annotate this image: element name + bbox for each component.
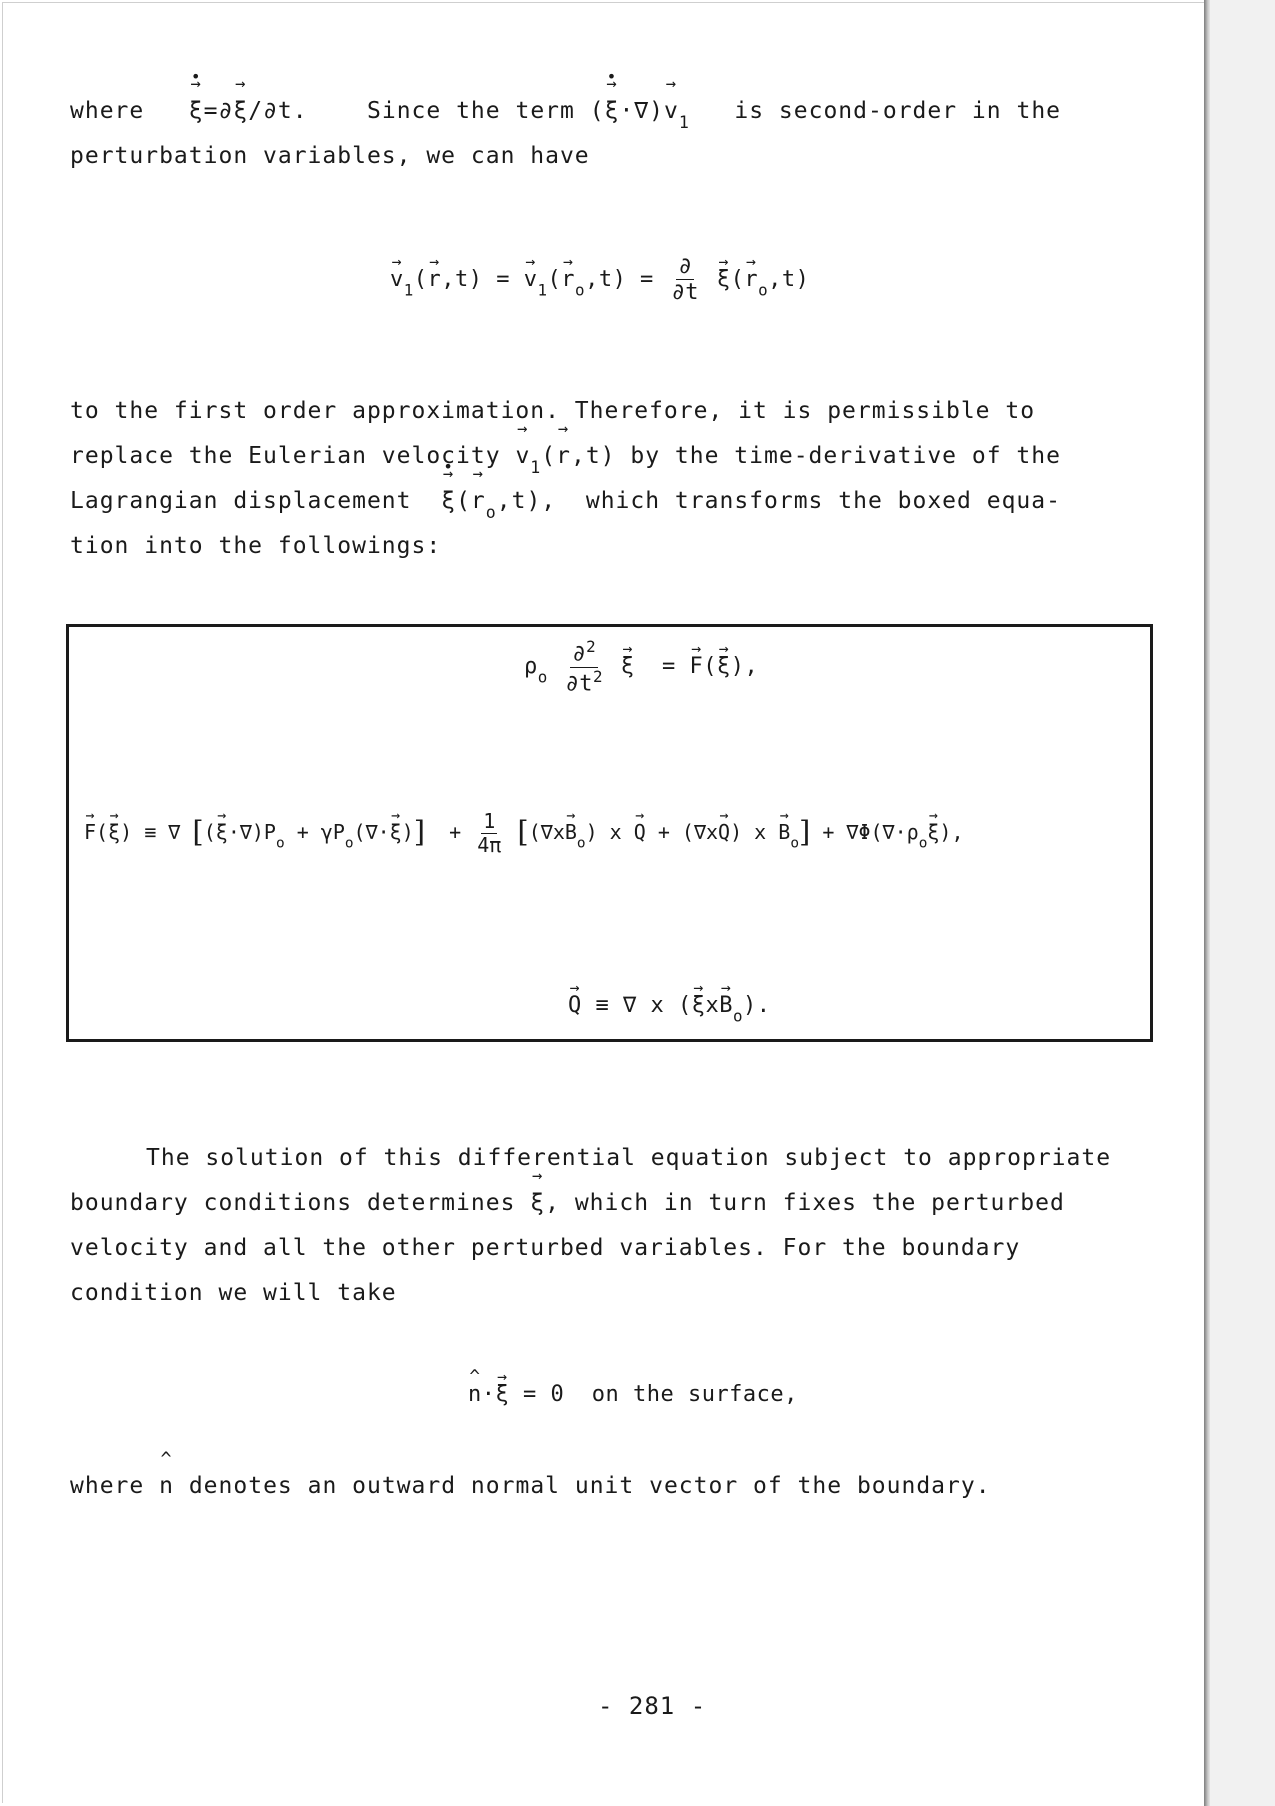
equation-of-motion: $\rho_o$ $\frac{\partial^2}{\partial t^2}$ → ξ = → F(→ ξ),: [524, 638, 758, 696]
boundary-condition: ^ n·→ ξ = 0 on the surface,: [468, 1382, 798, 1407]
text-line-1: where → ξ •=∂→ ξ/∂t. Since the term (→ ξ •·∇)→ $v_1$ is second-order in the: [70, 89, 1061, 145]
text-line-11: where ^ n denotes an outward normal unit vector of the boundary.: [70, 1464, 991, 1509]
text-line-5: Lagrangian displacement → ξ •(→ $r_o,t$), which transforms the boxed equa-: [70, 479, 1061, 535]
text-line-7: The solution of this differential equation subject to appropriate: [146, 1145, 1112, 1171]
text-line-6: tion into the followings:: [70, 533, 442, 559]
viewer-gutter: [1210, 0, 1275, 1806]
q-definition: → Q ≡ ∇ x (→ $\xi x\to B_o$).: [568, 993, 771, 1026]
text-line-9: velocity and all the other perturbed variables. For the boundary: [70, 1235, 1021, 1261]
convective-term: (→ ξ •·∇)→ $v_1$: [590, 98, 690, 124]
text-line-3: to the first order approximation. Therefore, it is permissible to: [70, 398, 1036, 424]
xi-dot-definition: → ξ •=∂→ ξ/∂t.: [189, 98, 308, 124]
text-line-10: condition we will take: [70, 1280, 397, 1306]
velocity-equation: → $v_1(\to r,t)$ = → $v_1(\to r_o,t)$ = $\frac{\partial}{\partial t}$ → $\xi(\to r_o,t)$: [390, 254, 809, 306]
text-line-2: perturbation variables, we can have: [70, 143, 590, 169]
text-line-8: boundary conditions determines → ξ, which in turn fixes the perturbed: [70, 1181, 1065, 1226]
text-line-4: replace the Eulerian velocity → $v_1(\to r,t)$ by the time-derivative of the: [70, 434, 1061, 490]
page-number: - 281 -: [598, 1692, 707, 1720]
force-operator-equation: → F(→ ξ) ≡ ∇ [(→ $\xi\cdot\nabla)P_o + \gamma P_o(\nabla\cdot\to \xi)$] + $\frac{1}{4\pi}$ [$(\nabla x\to B_o)$ x → Q + (∇x→ Q) $x \to B_o] + \nabla\Phi(\nabla\cdot\rho_o\to \xi)$,: [84, 810, 964, 857]
